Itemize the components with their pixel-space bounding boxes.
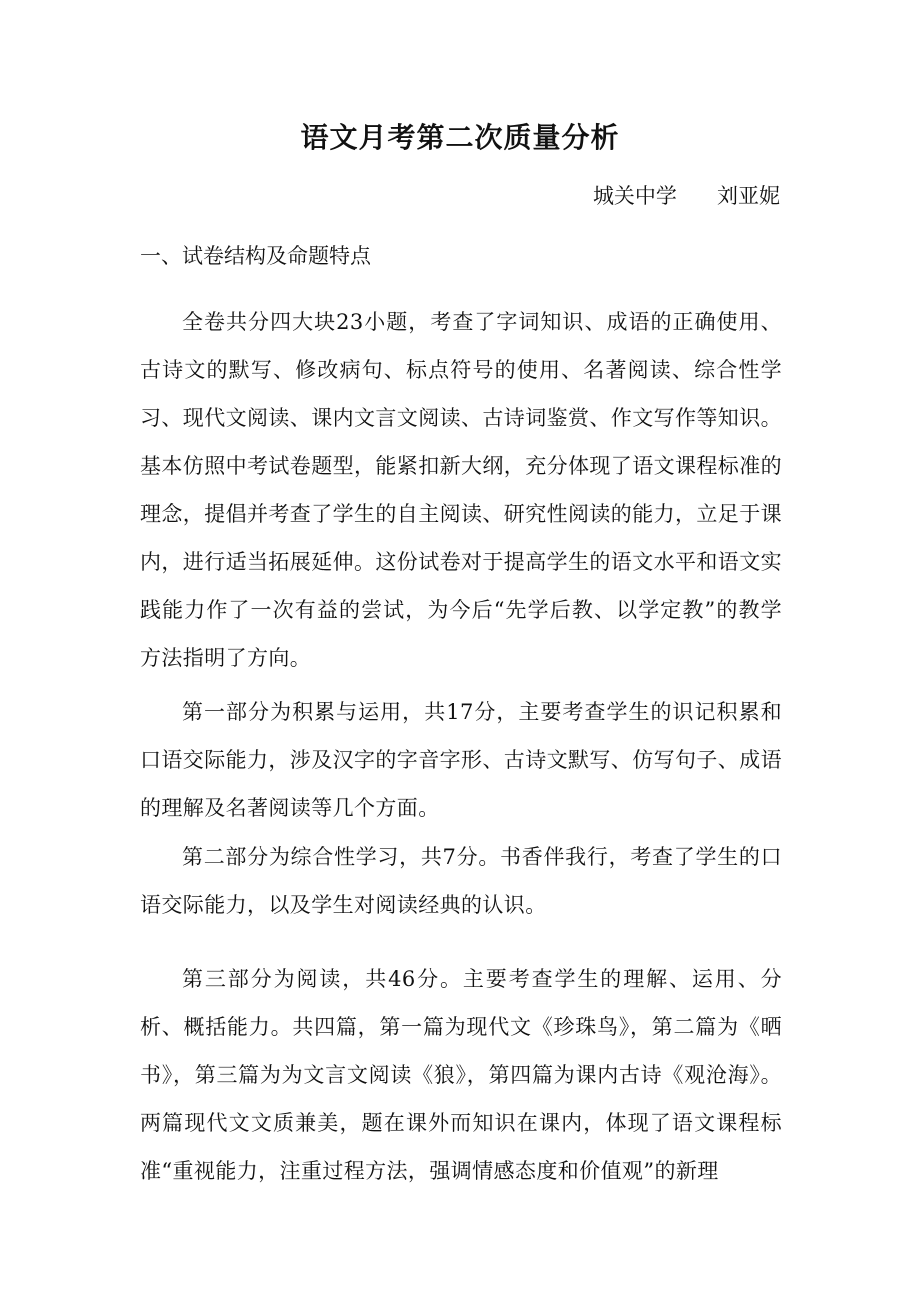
paragraph-part-two: 第二部分为综合性学习，共7分。书香伴我行，考查了学生的口语交际能力，以及学生对阅读经典的认识。: [140, 845, 782, 917]
document-title: 语文月考第二次质量分析: [300, 121, 620, 154]
section-heading: 一、试卷结构及命题特点: [140, 244, 371, 268]
author-line: 城关中学 刘亚妮: [592, 184, 780, 208]
paragraph-part-one: 第一部分为积累与运用，共17分，主要考查学生的识记积累和口语交际能力，涉及汉字的字音字形、古诗文默写、仿写句子、成语的理解及名著阅读等几个方面。: [140, 700, 782, 820]
paragraph-part-three: 第三部分为阅读，共46分。主要考查学生的理解、运用、分析、概括能力。共四篇，第一篇为现代文《珍珠鸟》，第二篇为《晒书》，第三篇为为文言文阅读《狼》，第四篇为课内古诗《观沧海》。两篇现代文文质兼美，题在课外而知识在课内，体现了语文课程标准“重视能力，注重过程方法，强调情感态度和价值观”的新理: [140, 967, 782, 1183]
paragraph-overview: 全卷共分四大块23小题，考查了字词知识、成语的正确使用、古诗文的默写、修改病句、标点符号的使用、名著阅读、综合性学习、现代文阅读、课内文言文阅读、古诗词鉴赏、作文写作等知识。基本仿照中考试卷题型，能紧扣新大纲，充分体现了语文课程标准的理念，提倡并考查了学生的自主阅读、研究性阅读的能力，立足于课内，进行适当拓展延伸。这份试卷对于提高学生的语文水平和语文实践能力作了一次有益的尝试，为今后“先学后教、以学定教”的教学方法指明了方向。: [140, 310, 782, 670]
